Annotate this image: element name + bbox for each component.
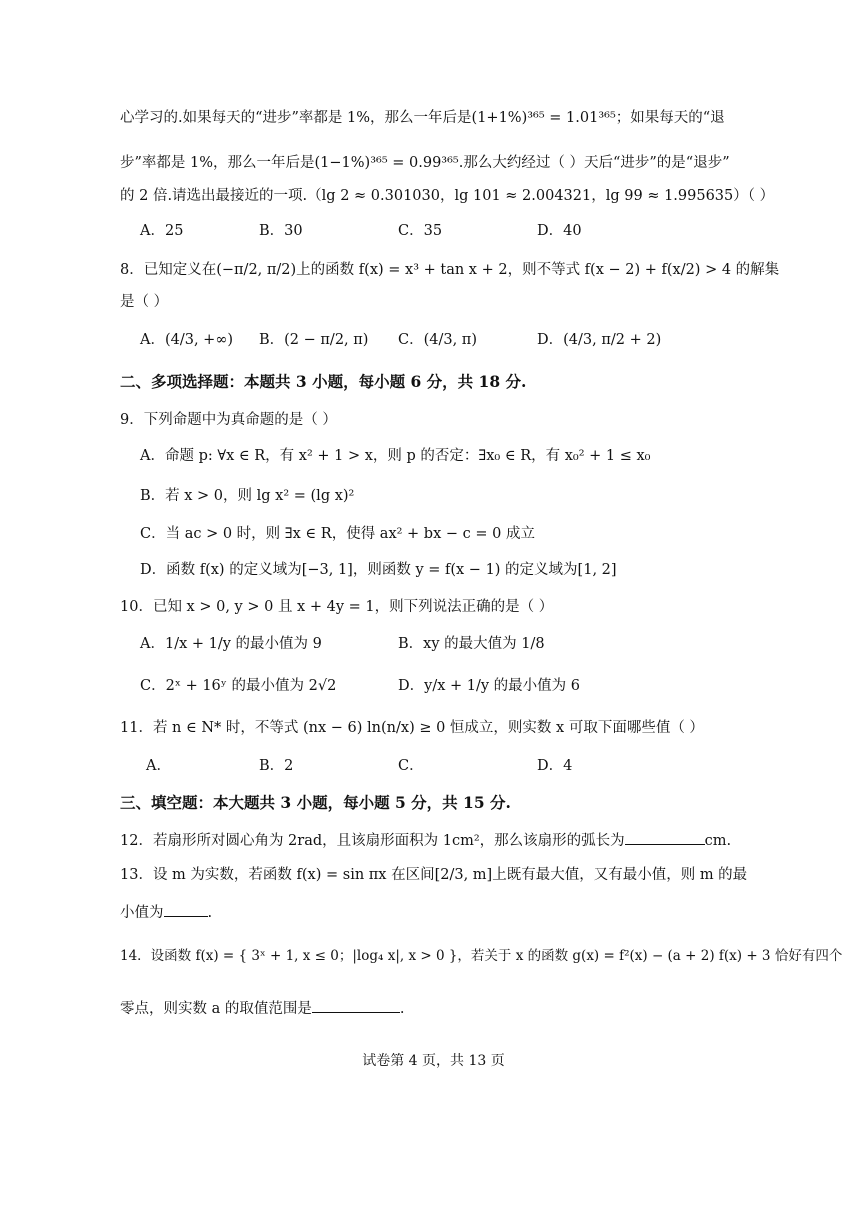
- q7-option-b: B．30: [259, 223, 303, 239]
- q14-end: .: [399, 1001, 405, 1017]
- q11-stem: 11．若 n ∈ N* 时，不等式 (nx − 6) ln(n/x) ≥ 0 恒成立，则实数 x 可取下面哪些值（ ）: [120, 720, 704, 736]
- q14-text: 零点，则实数 a 的取值范围是: [120, 1001, 312, 1017]
- q12-line: [120, 830, 731, 851]
- q13-line-1: 13．设 m 为实数，若函数 f(x) = sin πx 在区间[2/3, m]上既有最大值，又有最小值，则 m 的最: [120, 867, 748, 883]
- q14-line-2: [120, 998, 404, 1019]
- q7-option-a: A．25: [140, 223, 184, 239]
- q8-option-c: C．(4/3, π): [398, 332, 477, 348]
- q13-end: .: [207, 905, 213, 921]
- q12-text: 12．若扇形所对圆心角为 2rad，且该扇形面积为 1cm²，那么该扇形的弧长为: [120, 833, 625, 849]
- q12-unit: cm.: [704, 833, 732, 849]
- q10-option-c: C．2ˣ + 16ʸ 的最小值为 2√2: [140, 678, 337, 694]
- q8-line-2: 是（ ）: [120, 294, 169, 310]
- q10-option-a: A．1/x + 1/y 的最小值为 9: [140, 636, 322, 652]
- q11-option-a: A．: [146, 758, 171, 774]
- section-2-heading: 二、多项选择题：本题共 3 小题，每小题 6 分，共 18 分.: [120, 372, 527, 391]
- q9-option-c: C．当 ac > 0 时，则 ∃x ∈ R，使得 ax² + bx − c = 0 成立: [140, 526, 535, 542]
- q13-answer-blank: [164, 902, 208, 917]
- q7-option-d: D．40: [537, 223, 582, 239]
- q12-answer-blank: [625, 830, 705, 845]
- q11-option-d: D．4: [537, 758, 573, 774]
- q13-text: 小值为: [120, 905, 164, 921]
- q9-stem: 9．下列命题中为真命题的是（ ）: [120, 412, 337, 428]
- q8-option-b: B．(2 − π/2, π): [259, 332, 369, 348]
- q7-option-c: C．35: [398, 223, 443, 239]
- q10-option-d: D．y/x + 1/y 的最小值为 6: [398, 678, 580, 694]
- q9-option-d: D．函数 f(x) 的定义域为[−3, 1]，则函数 y = f(x − 1) 的定义域为[1, 2]: [140, 562, 617, 578]
- section-3-heading: 三、填空题：本大题共 3 小题，每小题 5 分，共 15 分.: [120, 793, 511, 812]
- q8-line-1: 8．已知定义在(−π/2, π/2)上的函数 f(x) = x³ + tan x + 2，则不等式 f(x − 2) + f(x/2) > 4 的解集: [120, 262, 780, 278]
- q9-option-b: B．若 x > 0，则 lg x² = (lg x)²: [140, 488, 355, 504]
- page-footer: 试卷第 4 页，共 13 页: [362, 1053, 505, 1069]
- q14-line-1: 14．设函数 f(x) = { 3ˣ + 1, x ≤ 0；|log₄ x|, x > 0 }，若关于 x 的函数 g(x) = f²(x) − (a + 2) f(x) + 3 恰好有四个: [120, 948, 843, 964]
- q10-option-b: B．xy 的最大值为 1/8: [398, 636, 545, 652]
- q13-line-2: [120, 902, 212, 923]
- q9-option-a: A．命题 p: ∀x ∈ R，有 x² + 1 > x，则 p 的否定：∃x₀ ∈ R，有 x₀² + 1 ≤ x₀: [140, 448, 651, 464]
- q14-answer-blank: [312, 998, 400, 1013]
- q11-option-c: C．: [398, 758, 424, 774]
- q8-option-d: D．(4/3, π/2 + 2): [537, 332, 662, 348]
- q7-line-2: 步”率都是 1%，那么一年后是(1−1%)³⁶⁵ = 0.99³⁶⁵.那么大约经过（ ）天后“进步”的是“退步”: [120, 155, 730, 171]
- q11-option-b: B．2: [259, 758, 294, 774]
- q7-line-1: 心学习的.如果每天的“进步”率都是 1%，那么一年后是(1+1%)³⁶⁵ = 1.01³⁶⁵；如果每天的“退: [120, 110, 725, 126]
- q7-line-3: 的 2 倍.请选出最接近的一项.（lg 2 ≈ 0.301030，lg 101 ≈ 2.004321，lg 99 ≈ 1.995635）（ ）: [120, 188, 775, 204]
- q8-option-a: A．(4/3, +∞): [140, 332, 234, 348]
- q10-stem: 10．已知 x > 0, y > 0 且 x + 4y = 1，则下列说法正确的是（ ）: [120, 599, 554, 615]
